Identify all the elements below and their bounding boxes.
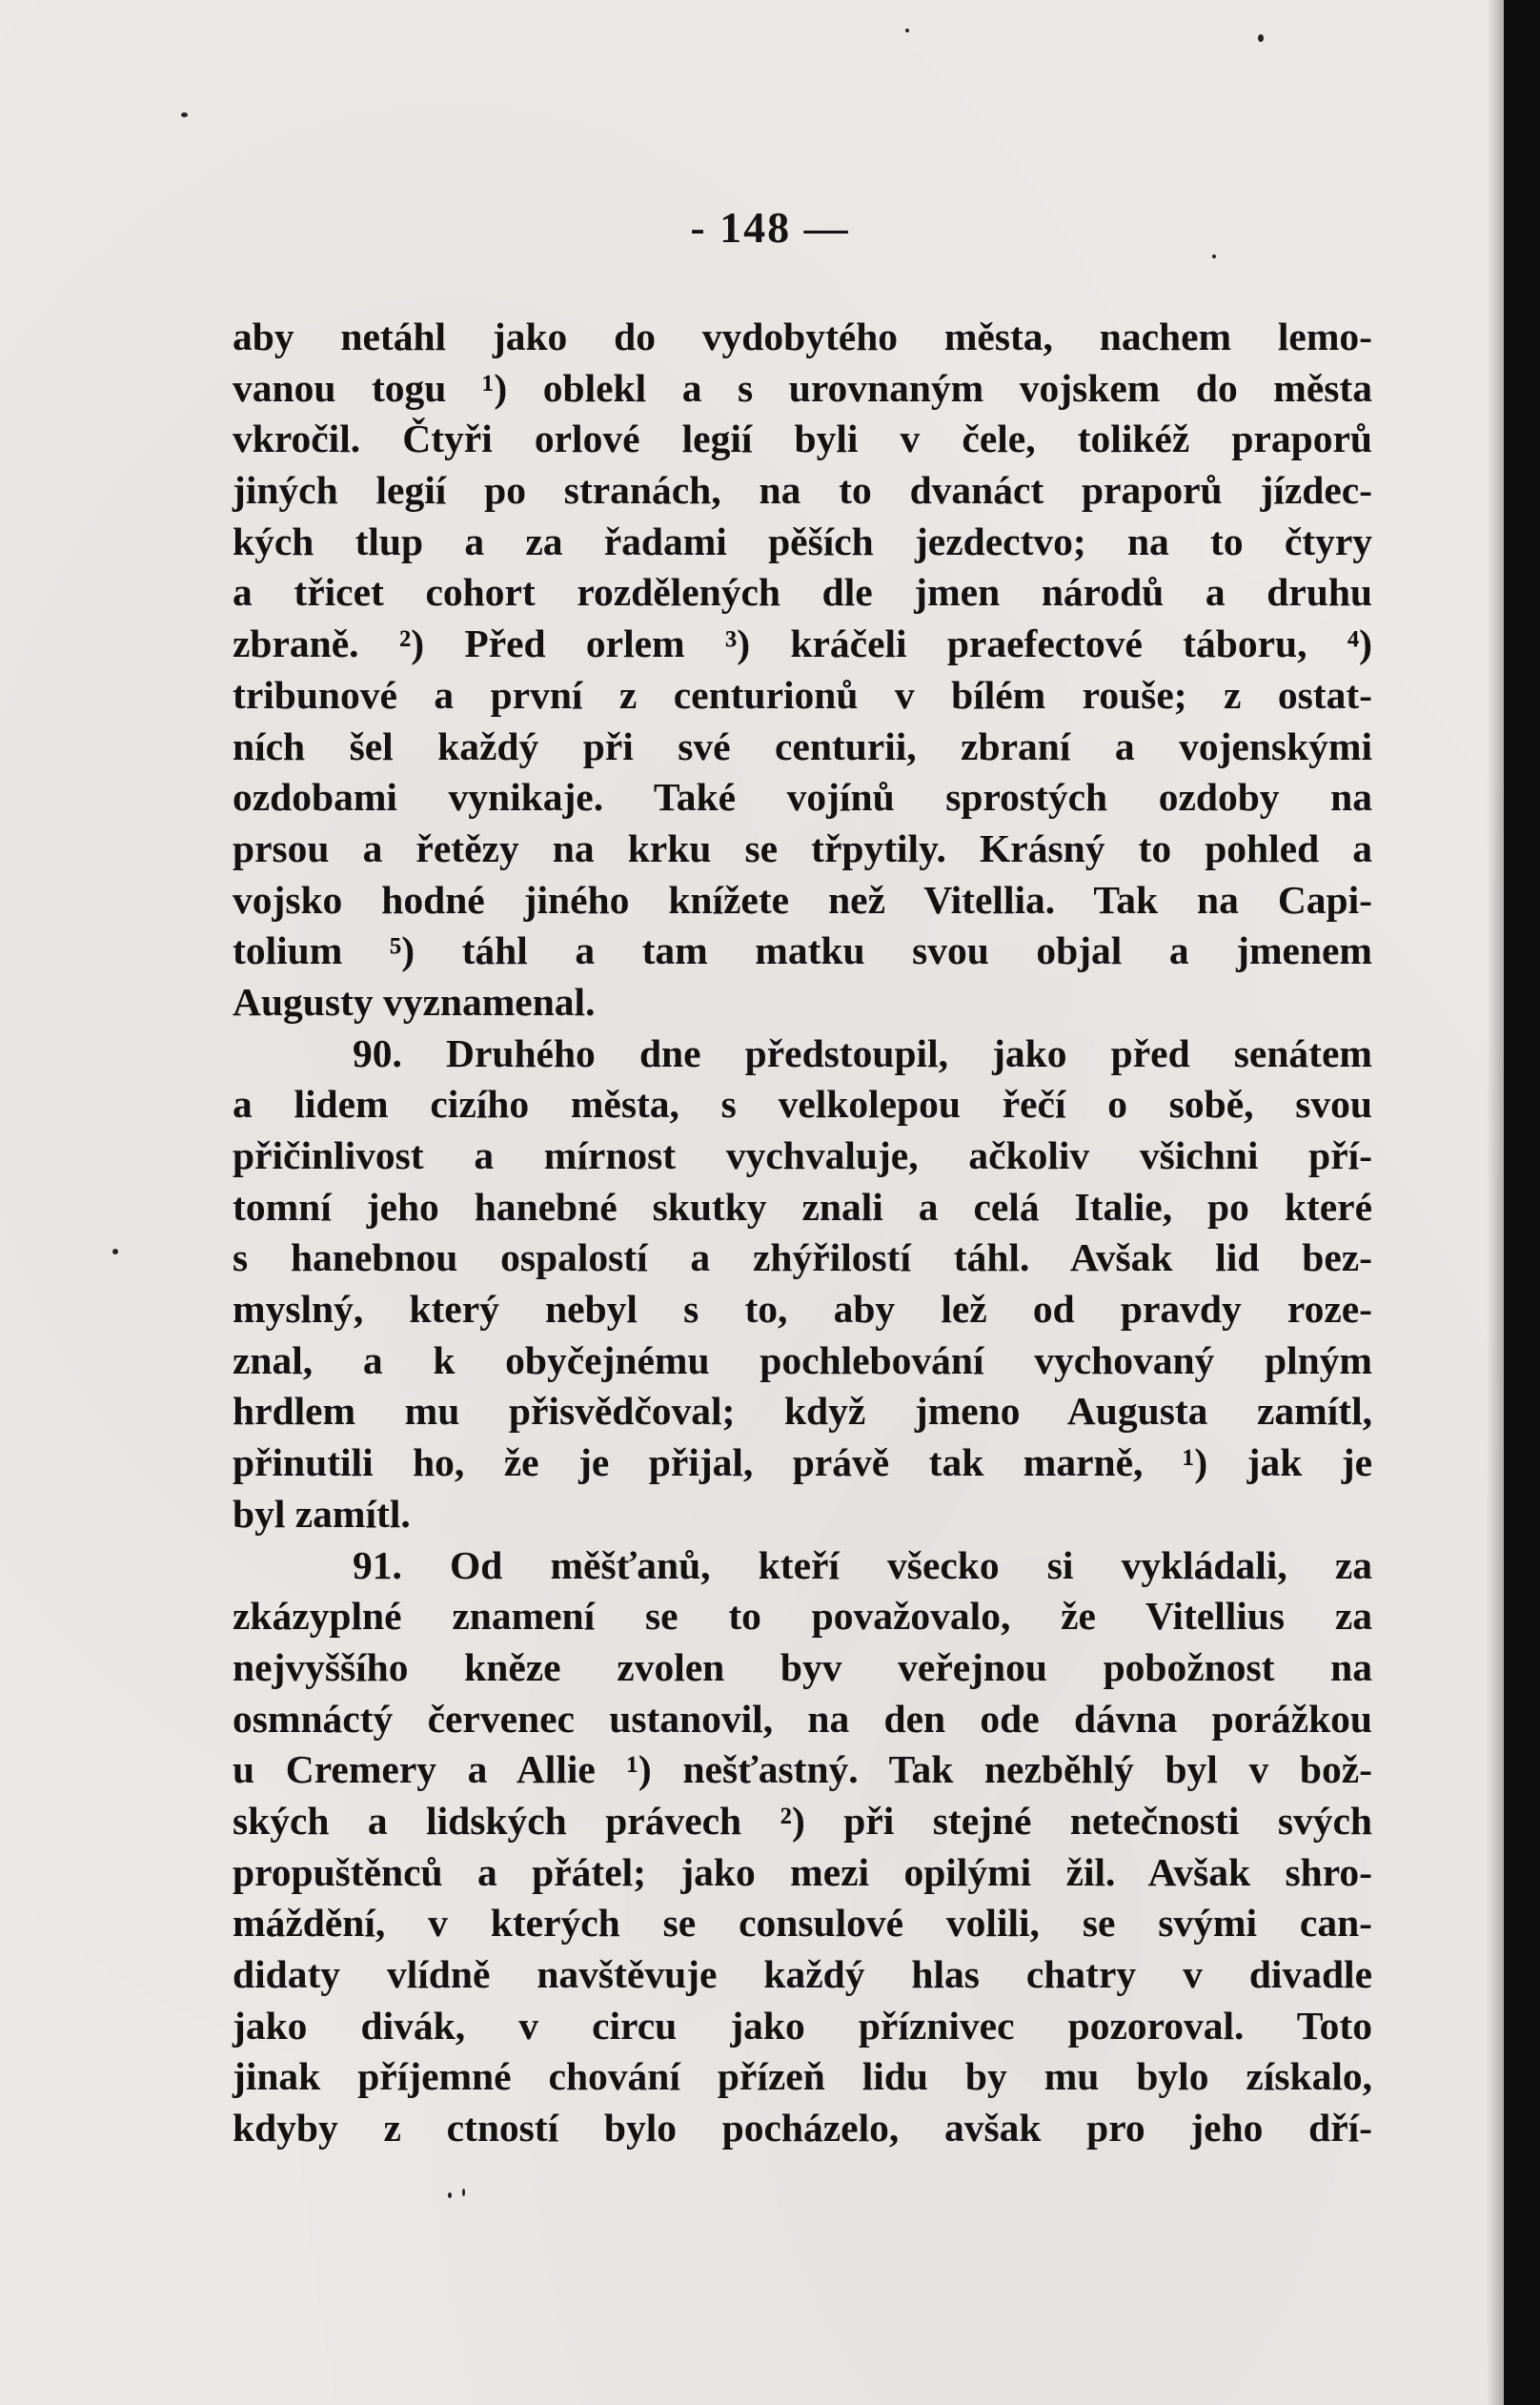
text-line: tolium ⁵) táhl a tam matku svou objal a jmenem bbox=[233, 928, 1372, 973]
text-line: ských a lidských právech ²) při stejné netečnosti svých bbox=[233, 1798, 1372, 1843]
text-line: tribunové a první z centurionů v bílém rouše; z ostat- bbox=[233, 672, 1372, 717]
text-line: přičinlivost a mírnost vychvaluje, ačkoliv všichni pří- bbox=[233, 1133, 1372, 1177]
text-line: kdyby z ctností bylo pocházelo, avšak pro jeho dří- bbox=[233, 2106, 1372, 2150]
text-line: a třicet cohort rozdělených dle jmen národů a druhu bbox=[233, 570, 1372, 615]
scan-speck bbox=[905, 29, 909, 32]
text-line: u Cremery a Allie ¹) nešťastný. Tak nezběhlý byl v bož- bbox=[233, 1747, 1372, 1792]
text-line: jiných legií po stranách, na to dvanáct praporů jízdec- bbox=[233, 468, 1372, 513]
text-line: didaty vlídně navštěvuje každý hlas chatry v divadle bbox=[233, 1952, 1372, 1996]
page-edge-shadow bbox=[1487, 0, 1504, 2405]
scan-speck bbox=[1212, 255, 1216, 258]
text-line: jinak příjemné chování přízeň lidu by mu bylo získalo, bbox=[233, 2054, 1372, 2099]
text-line: prsou a řetězy na krku se třpytily. Krásný to pohled a bbox=[233, 825, 1372, 870]
text-line: zbraně. ²) Před orlem ³) kráčeli praefectové táboru, ⁴) bbox=[233, 622, 1372, 666]
text-line: kých tlup a za řadami pěších jezdectvo; na to čtyry bbox=[233, 519, 1372, 563]
text-line: Augusty vyznamenal. bbox=[233, 979, 596, 1024]
text-line: vkročil. Čtyři orlové legií byli v čele, tolikéž praporů bbox=[233, 417, 1372, 461]
scan-speck bbox=[462, 2189, 465, 2196]
scan-speck bbox=[181, 112, 188, 117]
text-line: 90. Druhého dne předstoupil, jako před senátem bbox=[353, 1030, 1372, 1075]
text-line: máždění, v kterých se consulové volili, se svými can- bbox=[233, 1901, 1372, 1946]
text-line: vojsko hodné jiného knížete než Vitellia. Tak na Capi- bbox=[233, 877, 1372, 922]
text-line: znal, a k obyčejnému pochlebování vychovaný plným bbox=[233, 1337, 1372, 1382]
scan-speck bbox=[448, 2192, 452, 2198]
scan-speck bbox=[1258, 34, 1264, 42]
scan-speck bbox=[112, 1249, 118, 1254]
body-text bbox=[233, 312, 1372, 2154]
text-line: 91. Od měšťanů, kteří všecko si vykládali, za bbox=[353, 1542, 1372, 1587]
text-line: jako divák, v circu jako příznivec pozoroval. Toto bbox=[233, 2003, 1372, 2048]
text-line: s hanebnou ospalostí a zhýřilostí táhl. Avšak lid bez- bbox=[233, 1235, 1372, 1280]
text-line: propuštěnců a přátel; jako mezi opilými žil. Avšak shro- bbox=[233, 1849, 1372, 1894]
text-line: přinutili ho, že je přijal, právě tak marně, ¹) jak je bbox=[233, 1440, 1372, 1485]
text-line: hrdlem mu přisvědčoval; když jmeno Augusta zamítl, bbox=[233, 1389, 1372, 1434]
text-line: zkázyplné znamení se to považovalo, že Vitellius za bbox=[233, 1594, 1372, 1639]
text-line: vanou togu ¹) oblekl a s urovnaným vojskem do města bbox=[233, 365, 1372, 410]
text-line: aby netáhl jako do vydobytého města, nachem lemo- bbox=[233, 315, 1372, 358]
text-line: ozdobami vynikaje. Také vojínů sprostých ozdoby na bbox=[233, 775, 1372, 820]
text-line: nejvyššího kněze zvolen byv veřejnou pobožnost na bbox=[233, 1644, 1372, 1689]
text-line: osmnáctý červenec ustanovil, na den ode dávna porážkou bbox=[233, 1696, 1372, 1741]
text-line: byl zamítl. bbox=[233, 1491, 411, 1536]
text-line: ních šel každý při své centurii, zbraní a vojenskými bbox=[233, 724, 1372, 768]
text-line: a lidem cizího města, s velkolepou řečí o sobě, svou bbox=[233, 1082, 1372, 1127]
page-number: - 148 — bbox=[690, 203, 850, 252]
text-line: myslný, který nebyl s to, aby lež od pravdy roze- bbox=[233, 1287, 1372, 1332]
text-line: tomní jeho hanebné skutky znali a celá Italie, po které bbox=[233, 1184, 1372, 1229]
